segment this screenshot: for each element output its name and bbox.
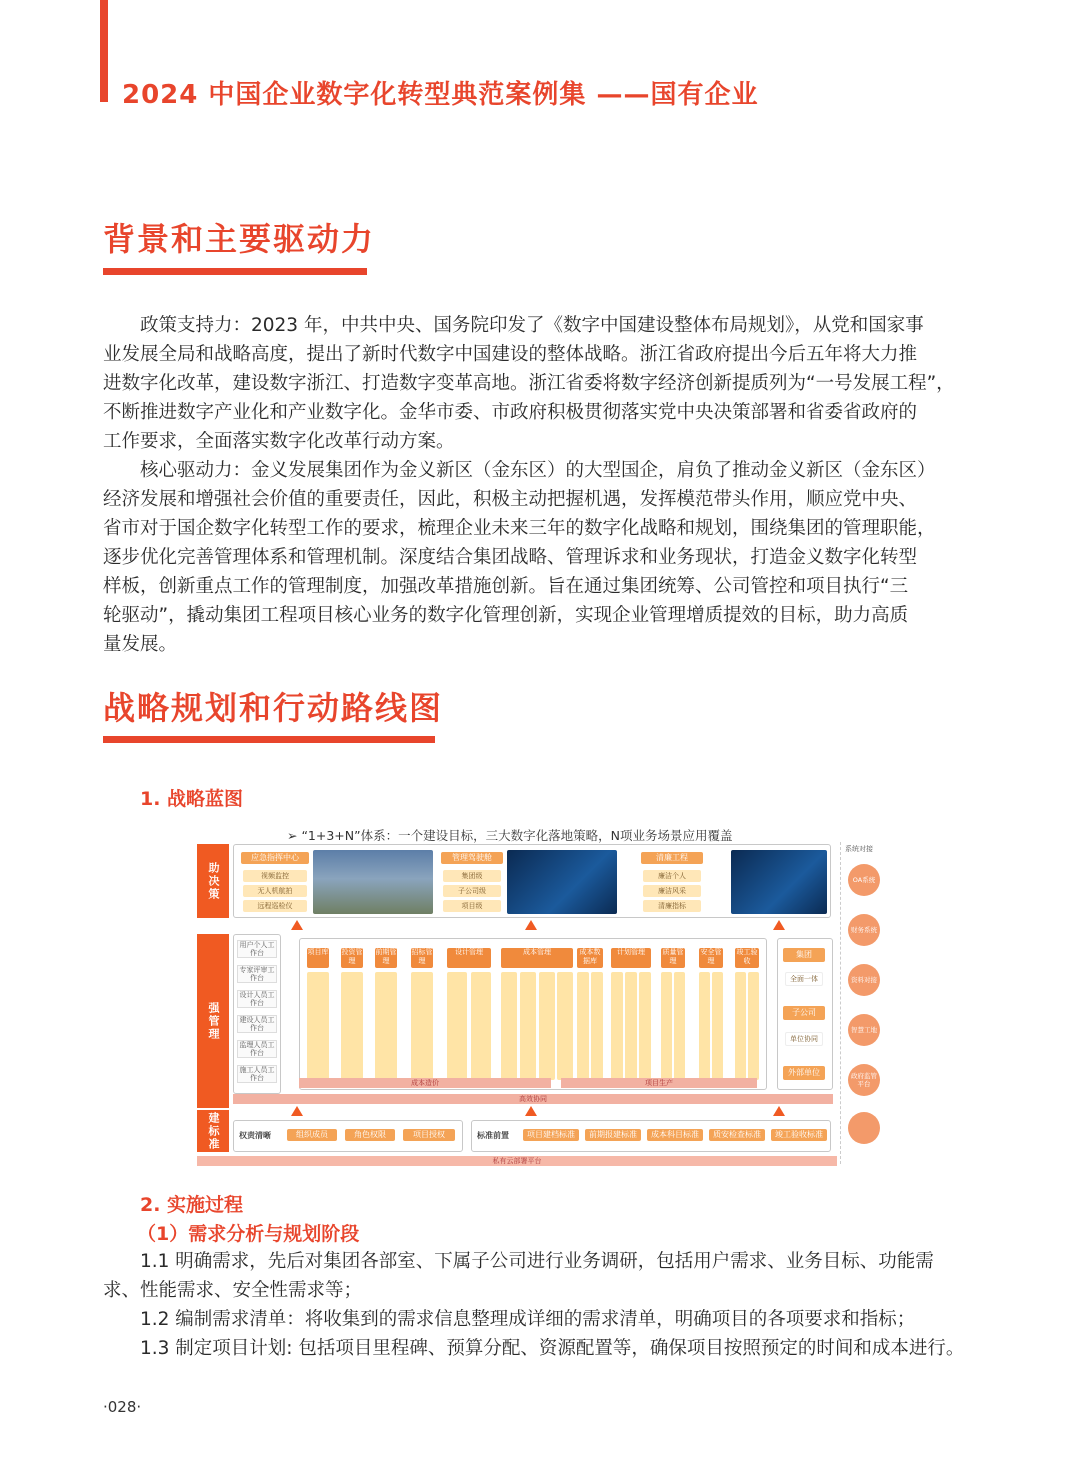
section-title-strategy: 战略规划和行动路线图 xyxy=(103,689,444,727)
module-header: 安全管理 xyxy=(699,948,723,968)
group-title: 管理驾驶舱 xyxy=(441,852,503,864)
module-body xyxy=(411,972,433,1080)
subheading-implementation: 2. 实施过程 xyxy=(140,1194,244,1216)
text-line: 求、性能需求、安全性需求等； xyxy=(103,1280,363,1301)
org-link-label: 单位协同 xyxy=(785,1032,823,1046)
module-header: 招标管理 xyxy=(411,948,433,968)
module-body xyxy=(471,972,491,1080)
text-line: 经济发展和增强社会价值的重要责任，因此，积极主动把握机遇，发挥模范带头作用，顺应党中央、 xyxy=(103,489,918,510)
standard-item: 成本科目标准 xyxy=(647,1129,703,1141)
standard-item: 项目建档标准 xyxy=(523,1129,579,1141)
role-item: 施工人员工作台 xyxy=(237,1065,277,1083)
group-item: 视频监控 xyxy=(243,870,307,882)
band-production: 项目生产 xyxy=(561,1078,757,1088)
section-title-background: 背景和主要驱动力 xyxy=(103,220,376,258)
paragraph-policy xyxy=(103,311,979,456)
module-body xyxy=(577,972,589,1080)
module-header: 竣工验收 xyxy=(735,948,759,968)
system-more-circle xyxy=(848,1112,880,1144)
module-header: 计划管理 xyxy=(611,948,651,968)
private-cloud-platform: 私有云部署平台 xyxy=(197,1156,837,1166)
module-header: 项目库 xyxy=(307,948,329,968)
text-line: 业发展全局和战略高度，提出了新时代数字中国建设的整体战略。浙江省政府提出今后五年将大力推 xyxy=(103,344,918,365)
header-accent-bar xyxy=(100,0,108,102)
module-body xyxy=(674,972,685,1080)
up-arrow-icon xyxy=(525,1106,537,1116)
item-project-plan xyxy=(103,1334,979,1363)
text-line: 样板，创新重点工作的管理制度，加强改革措施创新。旨在通过集团统筹、公司管控和项目执行“三 xyxy=(103,576,909,597)
group-item: 廉洁风采 xyxy=(643,885,701,897)
module-body xyxy=(539,972,555,1080)
org-link-label: 全面一体 xyxy=(785,972,823,986)
row-label-decision: 助决策 xyxy=(197,844,229,918)
group-item: 清廉指标 xyxy=(643,900,701,912)
module-body xyxy=(307,972,329,1080)
module-body xyxy=(661,972,672,1080)
paragraph-core-driver xyxy=(103,456,979,659)
group-item: 子公司级 xyxy=(443,885,501,897)
module-body xyxy=(341,972,363,1080)
text-line: 政策支持力：2023 年，中共中央、国务院印发了《数字中国建设整体布局规划》，从党和国家事 xyxy=(140,315,924,336)
group-title: 清廉工程 xyxy=(641,852,703,864)
module-body xyxy=(735,972,746,1080)
group-item: 远程巡检仪 xyxy=(243,900,307,912)
module-body xyxy=(375,972,397,1080)
subheading-requirements-phase: （1）需求分析与规划阶段 xyxy=(137,1223,360,1245)
text-line: 省市对于国企数字化转型工作的要求，梳理企业未来三年的数字化战略和规划，围绕集团的管理职能， xyxy=(103,518,936,539)
module-body xyxy=(557,972,573,1080)
responsibility-item: 项目授权 xyxy=(403,1129,455,1141)
subheading-blueprint: 1. 战略蓝图 xyxy=(140,788,244,810)
system-integration-title: 系统对接 xyxy=(845,845,873,853)
group-item: 集团级 xyxy=(443,870,501,882)
responsibility-item: 组织成员 xyxy=(287,1129,337,1141)
org-external: 外部单位 xyxy=(783,1066,825,1080)
text-line: 逐步优化完善管理体系和管理机制。深度结合集团战略、管理诉求和业务现状，打造金义数字化转型 xyxy=(103,547,918,568)
row-label-standards: 建标准 xyxy=(197,1110,229,1152)
org-group: 集团 xyxy=(783,948,825,962)
band-collaboration: 高效协同 xyxy=(233,1094,833,1104)
document-header-title: 2024 中国企业数字化转型典范案例集 ——国有企业 xyxy=(122,80,759,110)
aerial-video-thumbnail xyxy=(313,850,433,914)
item-requirements-list xyxy=(103,1305,979,1334)
role-item: 设计人员工作台 xyxy=(237,990,277,1008)
org-subsidiary: 子公司 xyxy=(783,1006,825,1020)
module-header: 前期管理 xyxy=(375,948,397,968)
text-line: 1.1 明确需求，先后对集团各部室、下属子公司进行业务调研，包括用户需求、业务目标、功能需 xyxy=(140,1251,934,1272)
text-line: 轮驱动”，撬动集团工程项目核心业务的数字化管理创新，实现企业管理增质提效的目标，助力高质 xyxy=(103,605,909,626)
module-body xyxy=(748,972,759,1080)
up-arrow-icon xyxy=(525,920,537,930)
text-line: 1.2 编制需求清单：将收集到的需求信息整理成详细的需求清单，明确项目的各项要求和指标； xyxy=(140,1309,916,1330)
band-cost: 成本造价 xyxy=(299,1078,551,1088)
module-body xyxy=(639,972,651,1080)
role-item: 建设人员工作台 xyxy=(237,1015,277,1033)
role-item: 用户个人工作台 xyxy=(237,940,277,958)
module-header: 设计管理 xyxy=(447,948,491,968)
up-arrow-icon xyxy=(773,920,785,930)
module-body xyxy=(591,972,603,1080)
system-gov-circle: 政府监管平台 xyxy=(848,1064,880,1096)
section-rule-strategy xyxy=(103,736,435,743)
group-item: 项目级 xyxy=(443,900,501,912)
standard-item: 质安检查标准 xyxy=(709,1129,765,1141)
dashboard-thumbnail xyxy=(507,850,617,914)
module-body xyxy=(611,972,623,1080)
integrity-dashboard-thumbnail xyxy=(731,850,827,914)
row-label-management: 强管理 xyxy=(197,934,229,1108)
up-arrow-icon xyxy=(773,1106,785,1116)
role-item: 专家评审工作台 xyxy=(237,965,277,983)
module-body xyxy=(501,972,517,1080)
standards-label: 标准前置 xyxy=(477,1131,509,1140)
item-clarify-requirements xyxy=(103,1247,979,1305)
up-arrow-icon xyxy=(291,920,303,930)
responsibility-label: 权责清晰 xyxy=(239,1131,271,1140)
group-item: 廉洁个人 xyxy=(643,870,701,882)
standard-item: 竣工验收标准 xyxy=(771,1129,827,1141)
diagram-caption: ➢ “1+3+N”体系：一个建设目标，三大数字化落地策略，N项业务场景应用覆盖 xyxy=(287,828,733,843)
module-header: 成本管理 xyxy=(501,948,573,968)
system-oa-circle: OA系统 xyxy=(848,864,880,896)
module-header: 成本数据库 xyxy=(577,948,603,968)
standard-item: 前期报建标准 xyxy=(585,1129,641,1141)
module-body xyxy=(699,972,710,1080)
module-header: 质量管理 xyxy=(661,948,685,968)
module-header: 投资管理 xyxy=(341,948,363,968)
section-rule-background xyxy=(103,268,367,275)
up-arrow-icon xyxy=(291,1106,303,1116)
group-item: 无人机航拍 xyxy=(243,885,307,897)
text-line: 量发展。 xyxy=(103,634,178,655)
module-body xyxy=(625,972,637,1080)
system-site-circle: 智慧工地 xyxy=(848,1014,880,1046)
role-item: 监理人员工作台 xyxy=(237,1040,277,1058)
strategy-blueprint-diagram xyxy=(195,822,887,1168)
group-title: 应急指挥中心 xyxy=(241,852,309,864)
module-body xyxy=(712,972,723,1080)
text-line: 不断推进数字产业化和产业数字化。金华市委、市政府积极贯彻落实党中央决策部署和省委省政府的 xyxy=(103,402,918,423)
system-finance-circle: 财务系统 xyxy=(848,914,880,946)
text-line: 工作要求，全面落实数字化改革行动方案。 xyxy=(103,431,455,452)
text-line: 进数字化改革，建设数字浙江、打造数字变革高地。浙江省委将数字经济创新提质列为“一号发展工程”， xyxy=(103,373,955,394)
page-number: ·028· xyxy=(103,1398,142,1416)
text-line: 1.3 制定项目计划: 包括项目里程碑、预算分配、资源配置等，确保项目按照预定的时间和成本进行。 xyxy=(140,1338,965,1359)
system-data-circle: 资料对接 xyxy=(848,964,880,996)
module-body xyxy=(447,972,467,1080)
text-line: 核心驱动力：金义发展集团作为金义新区（金东区）的大型国企，肩负了推动金义新区（金东区） xyxy=(140,460,936,481)
responsibility-item: 角色权限 xyxy=(345,1129,395,1141)
module-body xyxy=(520,972,536,1080)
